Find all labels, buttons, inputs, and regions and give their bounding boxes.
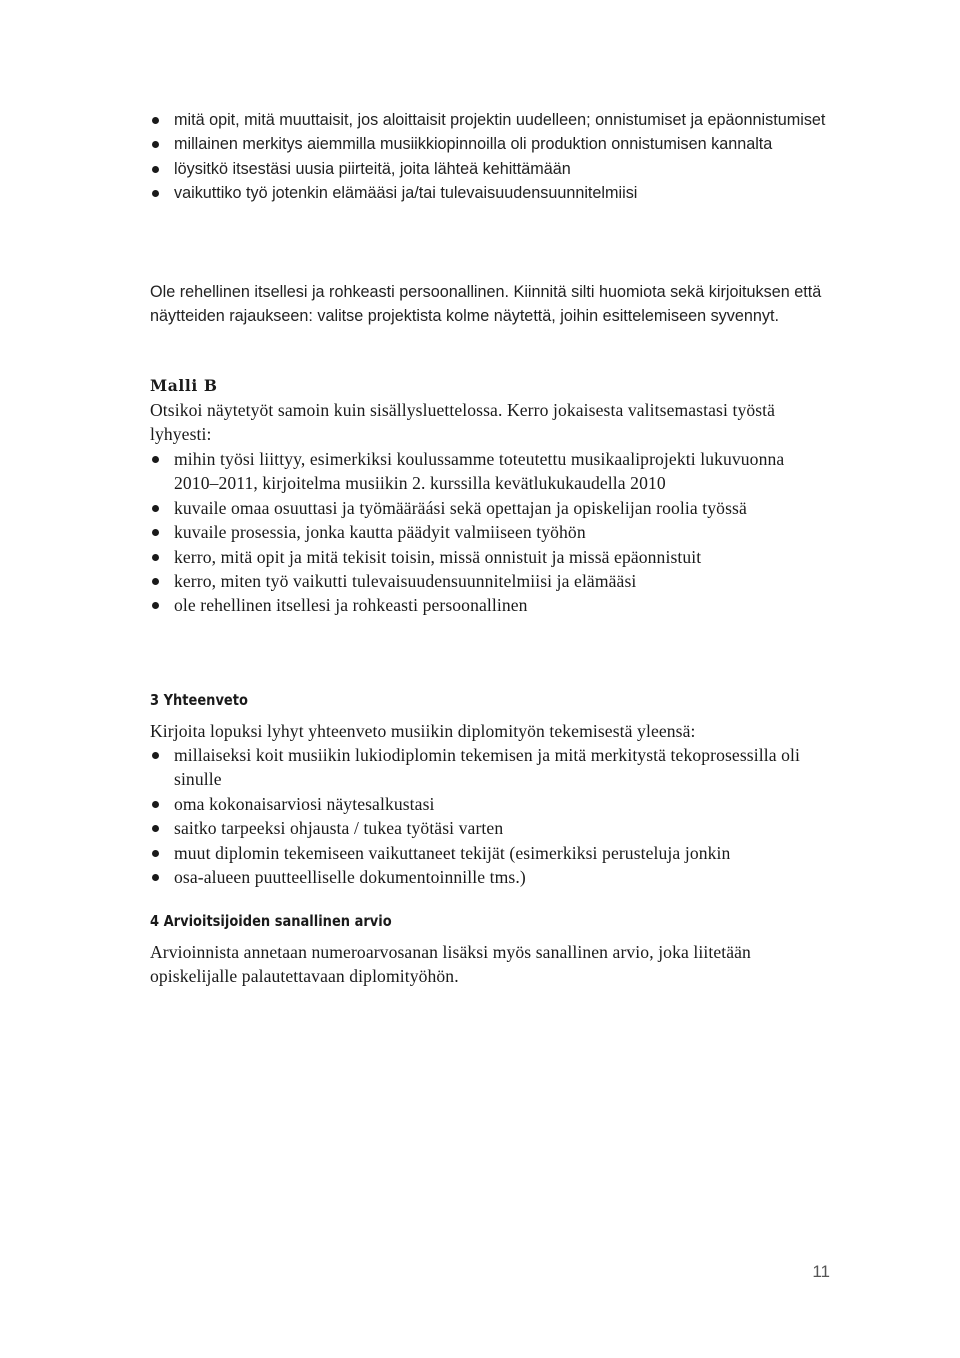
section-3-heading: 3 Yhteenveto bbox=[150, 691, 248, 709]
page-number: 11 bbox=[812, 1262, 830, 1281]
bullet-icon bbox=[152, 141, 159, 148]
list-item: osa-alueen puutteelliselle dokumentoinnille tms.) bbox=[150, 865, 826, 889]
bullet-icon bbox=[152, 801, 159, 808]
bullet-icon bbox=[152, 578, 159, 585]
bullet-icon bbox=[152, 456, 159, 463]
list-item: löysitkö itsestäsi uusia piirteitä, joita lähteä kehittämään bbox=[150, 157, 830, 181]
malli-b-intro: Otsikoi näytetyöt samoin kuin sisällysluettelossa. Kerro jokaisesta valitsemastasi työstä lyhyesti: bbox=[150, 400, 776, 445]
list-item: kuvaile prosessia, jonka kautta päädyit valmiiseen työhön bbox=[150, 520, 810, 544]
list-item: saitko tarpeeksi ohjausta / tukea työtäsi varten bbox=[150, 816, 826, 840]
bullet-icon bbox=[152, 825, 159, 832]
list-item: kerro, mitä opit ja mitä tekisit toisin, missä onnistuit ja missä epäonnistuit bbox=[150, 545, 810, 569]
list-item: ole rehellinen itsellesi ja rohkeasti persoonallinen bbox=[150, 593, 810, 617]
malli-b-title: Malli B bbox=[150, 376, 218, 395]
bullet-icon bbox=[152, 602, 159, 609]
section-4-heading: 4 Arvioitsijoiden sanallinen arvio bbox=[150, 912, 392, 930]
list-item: millainen merkitys aiemmilla musiikkiopinnoilla oli produktion onnistumisen kannalta bbox=[150, 132, 830, 156]
section-4-paragraph: Arvioinnista annetaan numeroarvosanan lisäksi myös sanallinen arvio, joka liitetään opiskelijalle palautettavaan diplomityöhön. bbox=[150, 942, 751, 987]
list-item: muut diplomin tekemiseen vaikuttaneet tekijät (esimerkiksi perusteluja jonkin bbox=[150, 841, 826, 865]
honesty-paragraph: Ole rehellinen itsellesi ja rohkeasti persoonallinen. Kiinnitä silti huomiota sekä kirjoituksen että näytteiden rajaukseen: valitse projektista kolme näytettä, joihin esittelemiseen syvennyt. bbox=[150, 283, 822, 326]
bullet-icon bbox=[152, 190, 159, 197]
list-item: mitä opit, mitä muuttaisit, jos aloittaisit projektin uudelleen; onnistumiset ja epäonnistumiset bbox=[150, 108, 830, 132]
bullet-icon bbox=[152, 554, 159, 561]
bullet-icon bbox=[152, 850, 159, 857]
bullet-icon bbox=[152, 874, 159, 881]
list-item: mihin työsi liittyy, esimerkiksi koulussamme toteutettu musikaaliprojekti lukuvuonna 2010–2011, kirjoitelma musiikin 2. kurssilla kevätlukukaudella 2010 bbox=[150, 447, 810, 496]
bullet-icon bbox=[152, 166, 159, 173]
section-3-bullet-list bbox=[150, 743, 826, 889]
bullet-icon bbox=[152, 505, 159, 512]
malli-b-bullet-list bbox=[150, 447, 810, 618]
bullet-icon bbox=[152, 752, 159, 759]
intro-bullet-list bbox=[150, 108, 830, 206]
list-item: millaiseksi koit musiikin lukiodiplomin tekemisen ja mitä merkitystä tekoprosessilla oli sinulle bbox=[150, 743, 826, 792]
list-item: vaikuttiko työ jotenkin elämääsi ja/tai tulevaisuudensuunnitelmiisi bbox=[150, 181, 830, 205]
bullet-icon bbox=[152, 529, 159, 536]
list-item: kuvaile omaa osuuttasi ja työmääräási sekä opettajan ja opiskelijan roolia työssä bbox=[150, 496, 810, 520]
section-3-intro: Kirjoita lopuksi lyhyt yhteenveto musiikin diplomityön tekemisestä yleensä: bbox=[150, 721, 696, 741]
list-item: oma kokonaisarviosi näytesalkustasi bbox=[150, 792, 826, 816]
list-item: kerro, miten työ vaikutti tulevaisuudensuunnitelmiisi ja elämääsi bbox=[150, 569, 810, 593]
bullet-icon bbox=[152, 117, 159, 124]
